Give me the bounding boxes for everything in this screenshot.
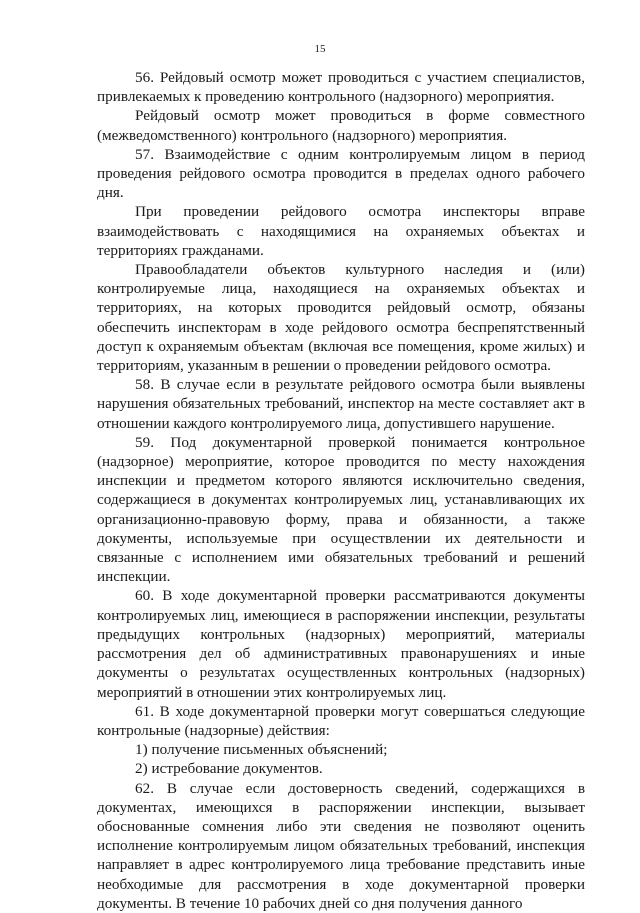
list-item-documents: 2) истребование документов. xyxy=(135,760,323,778)
paragraph-57-inspectors: При проведении рейдового осмотра инспекторы вправе взаимодействовать с находящимися на охраняемых объектах и территориях гражданами. xyxy=(97,203,585,259)
paragraph-56: 56. Рейдовый осмотр может проводиться с участием специалистов, привлекаемых к проведению контрольного (надзорного) мероприятия. xyxy=(97,69,585,106)
page-number: 15 xyxy=(314,43,326,55)
paragraph-61: 61. В ходе документарной проверки могут совершаться следующие контрольные (надзорные) действия: xyxy=(97,702,585,739)
paragraph-59: 59. Под документарной проверкой понимается контрольное (надзорное) мероприятие, которое проводится по месту нахождения инспекции и предметом которого являются исключительно сведения, содержащиеся в документах контролируемых лиц, устанавливающих их организационно-правовую форму, права и обязанности, а также документы, используемые при осуществлении их деятельности и связанные с исполнением ими обязательных требований и решений инспекции. xyxy=(97,433,585,586)
paragraph-62: 62. В случае если достоверность сведений, содержащихся в документах, имеющихся в распоряжении инспекции, вызывает обоснованные сомнения либо эти сведения не позволяют оценить исполнение контролируемым лицом обязательных требований, инспекция направляет в адрес контролируемого лица требование представить иные необходимые для рассмотрения в ходе документарной проверки документы. В течение 10 рабочих дней со дня получения данного xyxy=(97,779,585,912)
paragraph-60: 60. В ходе документарной проверки рассматриваются документы контролируемых лиц, имеющиеся в распоряжении инспекции, результаты предыдущих контрольных (надзорных) мероприятий, материалы рассмотрения дел об административных правонарушениях и иные документы о результатах осуществленных контрольных (надзорных) мероприятий в отношении этих контролируемых лиц. xyxy=(97,587,585,701)
paragraph-57-rightholders: Правообладатели объектов культурного наследия и (или) контролируемые лица, находящиеся на охраняемых объектах и территориях, на которых проводится рейдовый осмотр, обязаны обеспечить инспекторам в ходе рейдового осмотра беспрепятственный доступ к охраняемым объектам (включая все помещения, кроме жилых) и территориям, указанным в решении о проведении рейдового осмотра. xyxy=(97,261,585,375)
document-body xyxy=(97,68,585,913)
list-item-explanations: 1) получение письменных объяснений; xyxy=(135,741,388,759)
paragraph-58: 58. В случае если в результате рейдового осмотра были выявлены нарушения обязательных требований, инспектор на месте составляет акт в отношении каждого контролируемого лица, допустившего нарушение. xyxy=(97,376,585,432)
paragraph-57: 57. Взаимодействие с одним контролируемым лицом в период проведения рейдового осмотра проводится в пределах одного рабочего дня. xyxy=(97,145,585,202)
paragraph-56-joint-form: Рейдовый осмотр может проводиться в форме совместного (межведомственного) контрольного (надзорного) мероприятия. xyxy=(97,107,585,144)
